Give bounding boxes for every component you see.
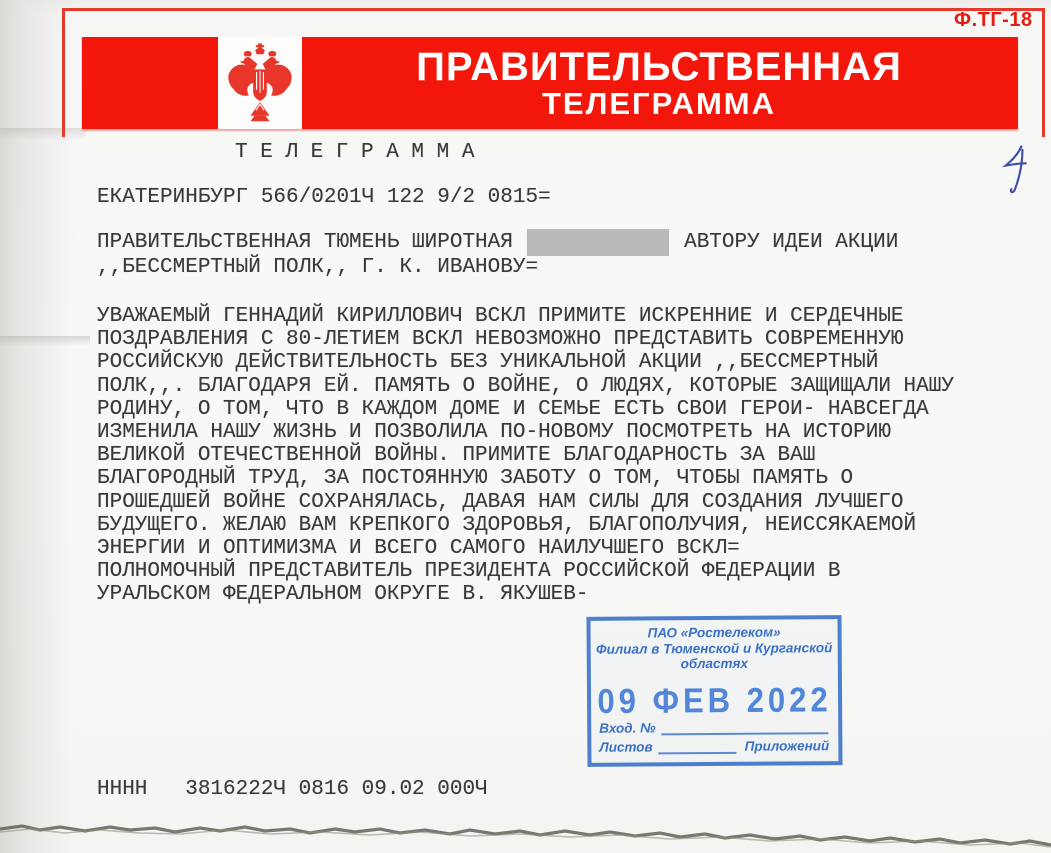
stamp-sheets-blank-line	[659, 740, 737, 755]
stamp-sheets-row	[599, 738, 828, 755]
emblem-box	[218, 37, 302, 129]
service-line: НННН 3816222Ч 0816 09.02 000Ч	[97, 778, 488, 801]
redaction-box	[527, 229, 669, 256]
telegram-body-line: ЭНЕРГИИ И ОПТИМИЗМА И ВСЕГО САМОГО НАИЛУЧШЕГО ВСКЛ=	[97, 537, 740, 561]
telegram-body-line: БЛАГОРОДНЫЙ ТРУД, ЗА ПОСТОЯННУЮ ЗАБОТУ О ТОМ, ЧТОБЫ ПАМЯТЬ О	[97, 467, 854, 491]
telegram-heading: Т Е Л Е Г Р А М М А	[235, 141, 475, 164]
telegram-body-line: ПРОШЕДШЕЙ ВОЙНЕ СОХРАНЯЛАСЬ, ДАВАЯ НАМ СИЛЫ ДЛЯ СОЗДАНИЯ ЛУЧШЕГО	[97, 490, 904, 514]
address-line-2: ,,БЕССМЕРТНЫЙ ПОЛК,, Г. К. ИВАНОВУ=	[97, 256, 539, 279]
telegram-body-line: УВАЖАЕМЫЙ ГЕННАДИЙ КИРИЛЛОВИЧ ВСКЛ ПРИМИТЕ ИСКРЕННИЕ И СЕРДЕЧНЫЕ	[97, 305, 904, 328]
address-text-after-redaction: АВТОРУ ИДЕИ АКЦИИ	[671, 231, 899, 254]
address-text-before-redaction: ПРАВИТЕЛЬСТВЕННАЯ ТЮМЕНЬ ШИРОТНАЯ	[97, 231, 526, 254]
form-code-label: Ф.ТГ-18	[954, 9, 1033, 31]
telegram-body	[97, 305, 954, 607]
header-banner	[82, 37, 1018, 129]
russian-coat-of-arms-icon	[225, 42, 295, 124]
rostelecom-incoming-stamp	[586, 615, 842, 767]
origin-line: ЕКАТЕРИНБУРГ 566/0201Ч 122 9/2 0815=	[97, 186, 551, 209]
banner-title	[314, 37, 1004, 129]
handwritten-page-number	[1000, 142, 1036, 198]
stamp-org-name: ПАО «Ростелеком»	[647, 624, 781, 641]
telegram-body-line: БУДУЩЕГО. ЖЕЛАЮ ВАМ КРЕПКОГО ЗДОРОВЬЯ, БЛАГОПОЛУЧИЯ, НЕИССЯКАЕМОЙ	[97, 513, 917, 537]
stamp-sheets-label: Листов	[599, 739, 653, 755]
address-line-1	[97, 229, 898, 256]
paper-crease	[0, 336, 90, 346]
telegram-body-line: ПОЛК,,. БЛАГОДАРЯ ЕЙ. ПАМЯТЬ О ВОЙНЕ, О ЛЮДЯХ, КОТОРЫЕ ЗАЩИЩАЛИ НАШУ	[97, 374, 954, 398]
telegram-body-line: ИЗМЕНИЛА НАШУ ЖИЗНЬ И ПОЗВОЛИЛА ПО-НОВОМУ ПОСМОТРЕТЬ НА ИСТОРИЮ	[97, 421, 891, 445]
stamp-fields	[599, 715, 828, 755]
telegram-body-line: ВЕЛИКОЙ ОТЕЧЕСТВЕННОЙ ВОЙНЫ. ПРИМИТЕ БЛАГОДАРНОСТЬ ЗА ВАШ	[97, 444, 816, 468]
stamp-incoming-label: Вход. №	[599, 720, 656, 736]
stamp-incoming-blank-line	[662, 720, 829, 735]
banner-title-line1: ПРАВИТЕЛЬСТВЕННАЯ	[416, 45, 902, 89]
stamp-attachments-label: Приложений	[744, 738, 830, 754]
telegram-body-line: РОССИЙСКУЮ ДЕЙСТВИТЕЛЬНОСТЬ БЕЗ УНИКАЛЬНОЙ АКЦИИ ,,БЕССМЕРТНЫЙ	[97, 351, 879, 375]
stamp-org-branch-line2: областях	[680, 655, 749, 672]
stamp-date: 09 ФЕВ 2022	[597, 679, 832, 721]
telegram-body-line: ПОЗДРАВЛЕНИЯ С 80-ЛЕТИЕМ ВСКЛ НЕВОЗМОЖНО ПРЕДСТАВИТЬ СОВРЕМЕННУЮ	[97, 328, 904, 352]
telegram-body-line: УРАЛЬСКОМ ФЕДЕРАЛЬНОМ ОКРУГЕ В. ЯКУШЕВ-	[97, 583, 589, 607]
banner-title-line2: ТЕЛЕГРАММА	[542, 86, 776, 121]
stamp-incoming-row	[599, 719, 828, 736]
stamp-org-branch-line1: Филиал в Тюменской и Курганской	[595, 639, 833, 657]
torn-paper-edge	[0, 816, 1051, 853]
telegram-body-line: ПОЛНОМОЧНЫЙ ПРЕДСТАВИТЕЛЬ ПРЕЗИДЕНТА РОССИЙСКОЙ ФЕДЕРАЦИИ В	[97, 560, 841, 584]
telegram-body-line: РОДИНУ, О ТОМ, ЧТО В КАЖДОМ ДОМЕ И СЕМЬЕ ЕСТЬ СВОИ ГЕРОИ- НАВСЕГДА	[97, 397, 929, 421]
